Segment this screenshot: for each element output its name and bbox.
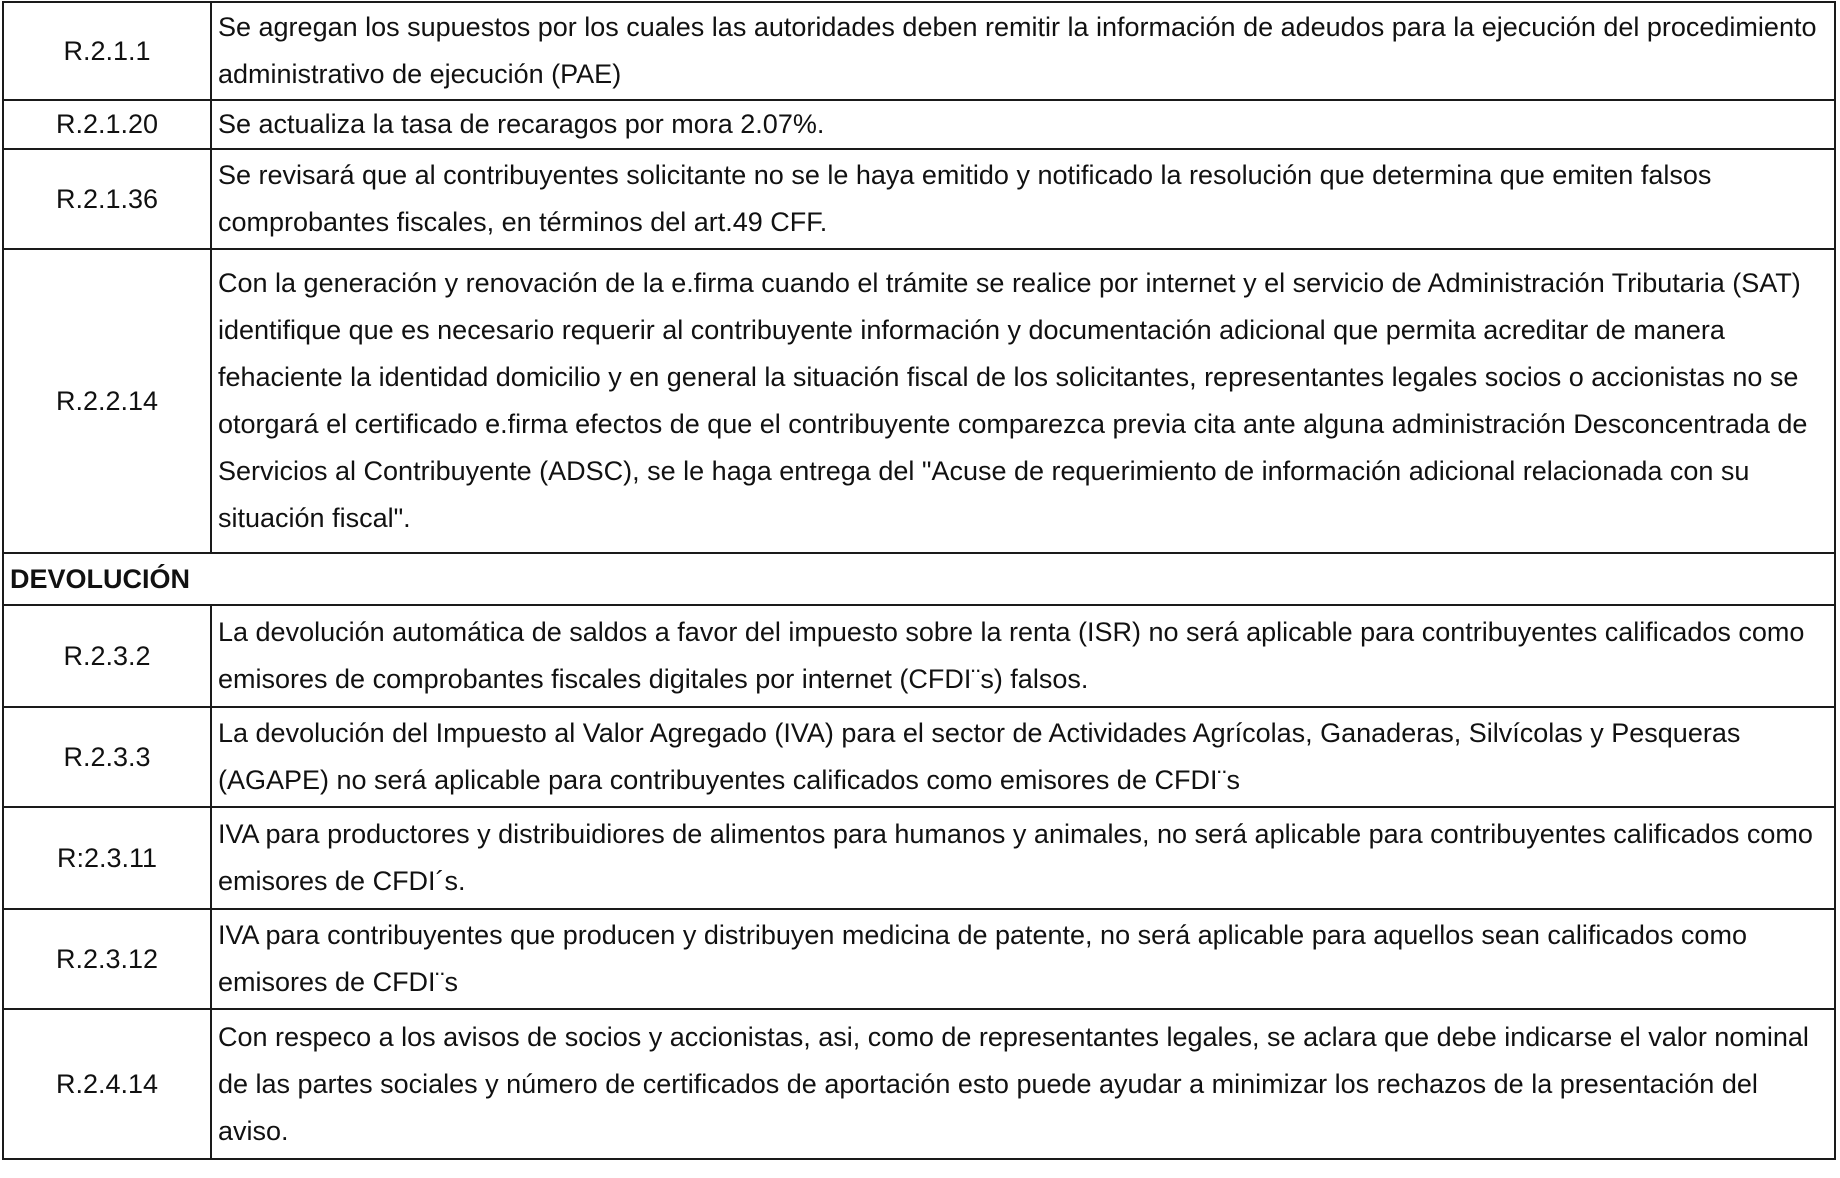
rule-description: La devolución automática de saldos a favor del impuesto sobre la renta (ISR) no será aplicable para contribuyentes calificados como emisores de comprobantes fiscales digitales por internet (CFDI¨s) falsos. bbox=[211, 605, 1835, 707]
rule-code: R.2.2.14 bbox=[3, 249, 211, 553]
table-row bbox=[3, 807, 1835, 909]
section-header-row bbox=[3, 553, 1835, 605]
rule-description: IVA para contribuyentes que producen y distribuyen medicina de patente, no será aplicable para aquellos sean calificados como emisores de CFDI¨s bbox=[211, 909, 1835, 1009]
rule-description: Se agregan los supuestos por los cuales las autoridades deben remitir la información de adeudos para la ejecución del procedimiento administrativo de ejecución (PAE) bbox=[211, 2, 1835, 100]
rule-code: R.2.3.3 bbox=[3, 707, 211, 807]
rule-description: Con la generación y renovación de la e.firma cuando el trámite se realice por internet y el servicio de Administración Tributaria (SAT) identifique que es necesario requerir al contribuyente información y documentación adicional que permita acreditar de manera fehaciente la identidad domicilio y en general la situación fiscal de los solicitantes, representantes legales socios o accionistas no se otorgará el certificado e.firma efectos de que el contribuyente comparezca previa cita ante alguna administración Desconcentrada de Servicios al Contribuyente (ADSC), se le haga entrega del "Acuse de requerimiento de información adicional relacionada con su situación fiscal". bbox=[211, 249, 1835, 553]
rule-code: R.2.3.12 bbox=[3, 909, 211, 1009]
rule-description: Se revisará que al contribuyentes solicitante no se le haya emitido y notificado la resolución que determina que emiten falsos comprobantes fiscales, en términos del art.49 CFF. bbox=[211, 149, 1835, 249]
rule-code: R.2.1.1 bbox=[3, 2, 211, 100]
rules-table-container bbox=[2, 1, 1836, 1160]
rule-code: R.2.3.2 bbox=[3, 605, 211, 707]
rule-description: La devolución del Impuesto al Valor Agregado (IVA) para el sector de Actividades Agrícolas, Ganaderas, Silvícolas y Pesqueras (AGAPE) no será aplicable para contribuyentes calificados como emisores de CFDI¨s bbox=[211, 707, 1835, 807]
rule-description: Con respeco a los avisos de socios y accionistas, asi, como de representantes legales, se aclara que debe indicarse el valor nominal de las partes sociales y número de certificados de aportación esto puede ayudar a minimizar los rechazos de la presentación del aviso. bbox=[211, 1009, 1835, 1159]
rule-code: R:2.3.11 bbox=[3, 807, 211, 909]
table-row bbox=[3, 909, 1835, 1009]
section-title: DEVOLUCIÓN bbox=[3, 553, 1835, 605]
table-row bbox=[3, 605, 1835, 707]
rule-code: R.2.4.14 bbox=[3, 1009, 211, 1159]
table-row bbox=[3, 707, 1835, 807]
rule-description: IVA para productores y distribuidiores de alimentos para humanos y animales, no será aplicable para contribuyentes calificados como emisores de CFDI´s. bbox=[211, 807, 1835, 909]
table-row bbox=[3, 149, 1835, 249]
table-row bbox=[3, 249, 1835, 553]
table-row bbox=[3, 2, 1835, 100]
rule-code: R.2.1.36 bbox=[3, 149, 211, 249]
rule-code: R.2.1.20 bbox=[3, 100, 211, 149]
table-row bbox=[3, 100, 1835, 149]
rules-table bbox=[2, 1, 1836, 1160]
table-row bbox=[3, 1009, 1835, 1159]
rule-description: Se actualiza la tasa de recaragos por mora 2.07%. bbox=[211, 100, 1835, 149]
